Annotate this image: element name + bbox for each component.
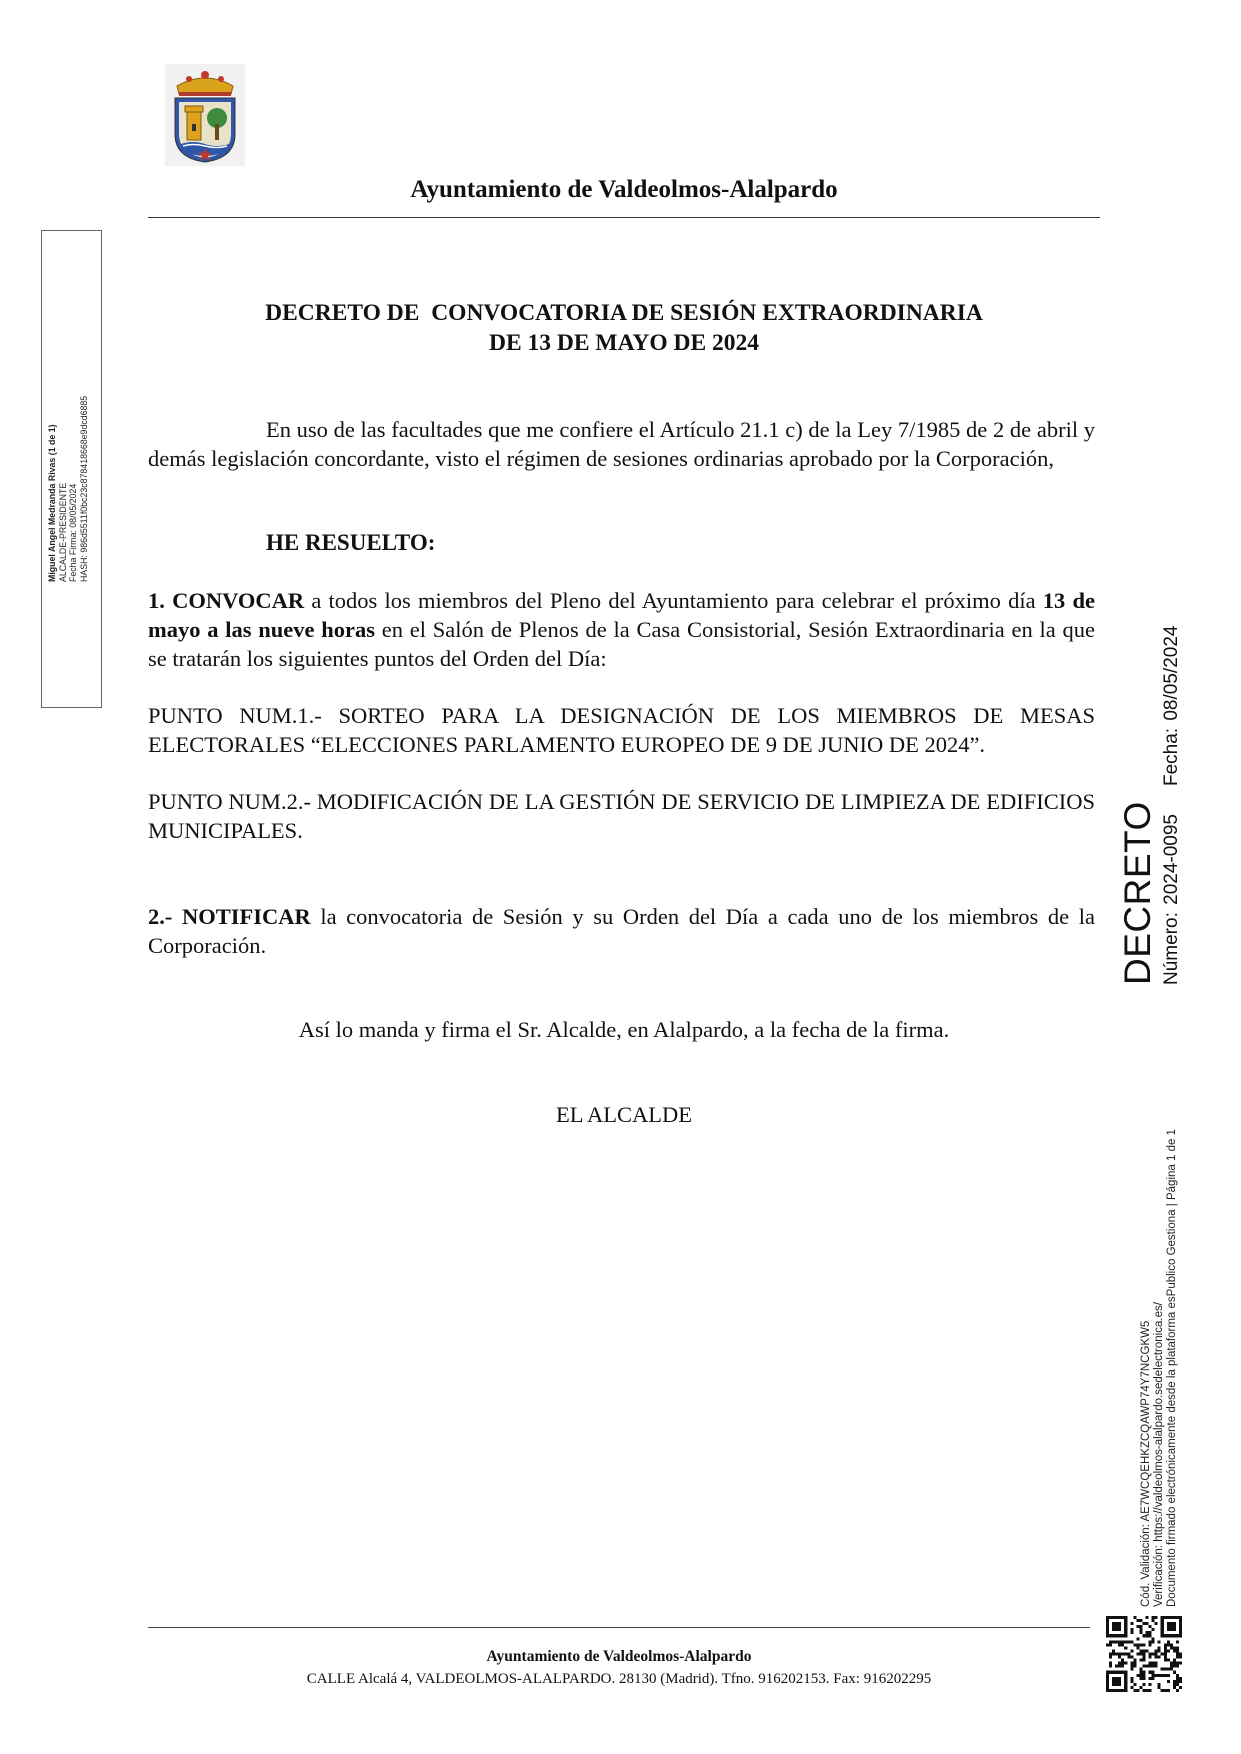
header-divider [148,217,1100,218]
decree-title-line2: DE 13 DE MAYO DE 2024 [488,330,760,356]
signature-date: Fecha Firma: 08/05/2024 [68,483,78,582]
decree-title-line1: DECRETO DE CONVOCATORIA DE SESIÓN EXTRAORDINARIA [265,300,983,326]
signature-hash: HASH: 986d5511f0bc23c878418668e9dcd6885 [78,395,89,582]
signer-name: Miguel Angel Medranda Rivas (1 de 1) [47,424,57,582]
signature-details [47,362,89,582]
decree-stamp-meta [1159,626,1185,985]
convocar-paragraph [148,586,1095,673]
convocar-lead: 1. CONVOCAR [148,588,305,613]
convocar-text-1: a todos los miembros del Pleno del Ayuntamiento para celebrar el próximo día [304,588,1043,613]
notificar-paragraph [148,902,1095,960]
validation-url: Verificación: https://valdeolmos-alalpardo.sedelectronica.es/ [1153,1302,1165,1607]
header-title: Ayuntamiento de Valdeolmos-Alalpardo [410,176,838,203]
decree-title [148,298,1100,358]
footer-divider [148,1627,1090,1628]
decree-stamp [1117,626,1185,985]
signatory-title: EL ALCALDE [555,1102,693,1127]
notificar-lead: 2.- NOTIFICAR [148,904,311,929]
validation-block [1140,1129,1179,1607]
footer-name: Ayuntamiento de Valdeolmos-Alalpardo [486,1648,752,1665]
notificar-text: la convocatoria de Sesión y su Orden del Día a cada uno de los miembros de la Corporación. [148,904,1095,958]
qr-code-icon [1106,1616,1182,1692]
signer-role: ALCALDE-PRESIDENTE [57,482,68,582]
closing-statement: Así lo manda y firma el Sr. Alcalde, en Alalpardo, a la fecha de la firma. [298,1017,950,1042]
decree-stamp-word: DECRETO [1117,801,1158,985]
resolution-heading: HE RESUELTO: [266,530,436,555]
convocar-text-2: en el Salón de Plenos de la Casa Consistorial, Sesión Extraordinaria en la que se tratarán los siguientes puntos del Orden del Día: [148,617,1095,671]
decree-date: Fecha: 08/05/2024 [1161,625,1182,786]
coat-of-arms-icon [165,64,245,166]
decree-number: Número: 2024-0095 [1161,814,1182,985]
convocar-date: 13 de mayo a las nueve horas [148,588,1096,642]
intro-paragraph: En uso de las facultades que me confiere el Artículo 21.1 c) de la Ley 7/1985 de 2 de abril y demás legislación concordante, visto el régimen de sesiones ordinarias aprobado por la Corporación, [148,417,1095,471]
footer-address: CALLE Alcalá 4, VALDEOLMOS-ALALPARDO. 28130 (Madrid). Tfno. 916202153. Fax: 916202295 [306,1671,932,1687]
agenda-item-1: PUNTO NUM.1.- SORTEO PARA LA DESIGNACIÓN DE LOS MIEMBROS DE MESAS ELECTORALES “ELECCIONES PARLAMENTO EUROPEO DE 9 DE JUNIO DE 2024”. [148,703,1095,757]
agenda-item-2: PUNTO NUM.2.- MODIFICACIÓN DE LA GESTIÓN DE SERVICIO DE LIMPIEZA DE EDIFICIOS MUNICIPALES. [148,789,1095,843]
validation-code: Cód. Validación: AE7WCQEHKZCQAWP74Y7NCGKW5 [1140,1320,1152,1607]
validation-platform: Documento firmado electrónicamente desde la plataforma esPublico Gestiona | Página 1 de 1 [1166,1129,1178,1607]
